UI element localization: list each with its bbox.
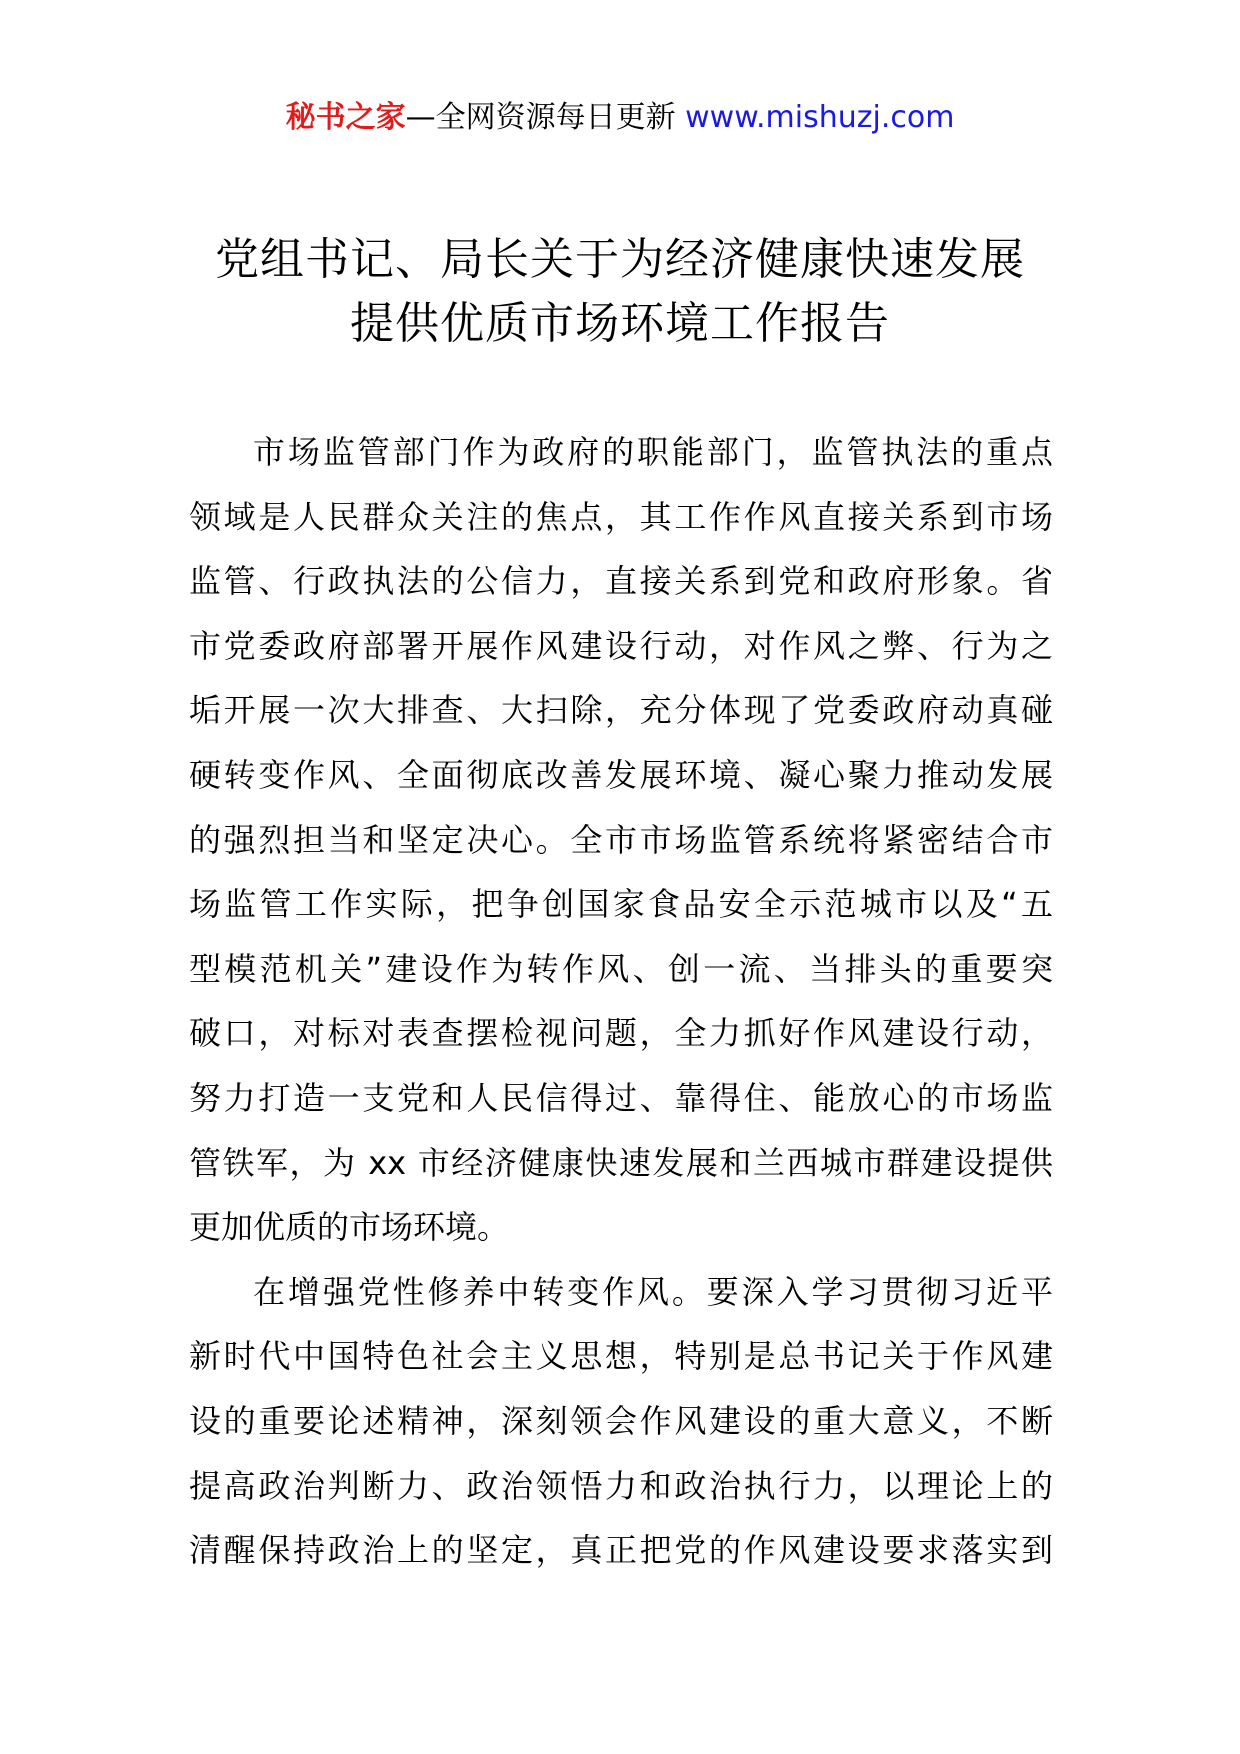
site-url-link[interactable]: www.mishuzj.com xyxy=(685,100,955,135)
text-line: 垢开展一次大排查、大扫除，充分体现了党委政府动真碰 xyxy=(189,691,1053,730)
text-line: 努力打造一支党和人民信得过、靠得住、能放心的市场监 xyxy=(189,1078,1053,1117)
text-line: 新时代中国特色社会主义思想，特别是总书记关于作风建 xyxy=(189,1337,1053,1376)
text-line: 型模范机关”建设作为转作风、创一流、当排头的重要突 xyxy=(189,949,1053,988)
text-line: 硬转变作风、全面彻底改善发展环境、凝心聚力推动发展 xyxy=(189,755,1053,794)
title-line-1: 党组书记、局长关于为经济健康快速发展 xyxy=(215,234,1025,285)
site-slogan: —全网资源每日更新 xyxy=(405,100,686,135)
text-line: 市党委政府部署开展作风建设行动，对作风之弊、行为之 xyxy=(189,626,1053,665)
paragraph-1 xyxy=(189,420,1053,1260)
text-line: 设的重要论述精神，深刻领会作风建设的重大意义，不断 xyxy=(189,1401,1053,1440)
title-line-2: 提供优质市场环境工作报告 xyxy=(350,298,890,349)
text-line: 的强烈担当和坚定决心。全市市场监管系统将紧密结合市 xyxy=(189,820,1053,859)
document-body xyxy=(189,420,1053,1583)
document-title xyxy=(150,228,1090,356)
text-line: 场监管工作实际，把争创国家食品安全示范城市以及“五 xyxy=(189,885,1053,924)
text-line: 更加优质的市场环境。 xyxy=(189,1208,510,1247)
text-line: 破口，对标对表查摆检视问题，全力抓好作风建设行动， xyxy=(189,1014,1053,1053)
paragraph-2 xyxy=(189,1260,1053,1583)
text-line: 管铁军，为 xx 市经济健康快速发展和兰西城市群建设提供 xyxy=(189,1143,1053,1182)
text-line: 清醒保持政治上的坚定，真正把党的作风建设要求落实到 xyxy=(189,1531,1053,1570)
text-line: 领域是人民群众关注的焦点，其工作作风直接关系到市场 xyxy=(189,497,1053,536)
site-header xyxy=(0,98,1240,138)
text-line: 提高政治判断力、政治领悟力和政治执行力，以理论上的 xyxy=(189,1466,1053,1505)
site-brand: 秘书之家 xyxy=(285,100,406,135)
text-line: 监管、行政执法的公信力，直接关系到党和政府形象。省 xyxy=(189,562,1053,601)
text-line: 在增强党性修养中转变作风。要深入学习贯彻习近平 xyxy=(253,1272,1053,1311)
text-line: 市场监管部门作为政府的职能部门，监管执法的重点 xyxy=(253,433,1053,471)
